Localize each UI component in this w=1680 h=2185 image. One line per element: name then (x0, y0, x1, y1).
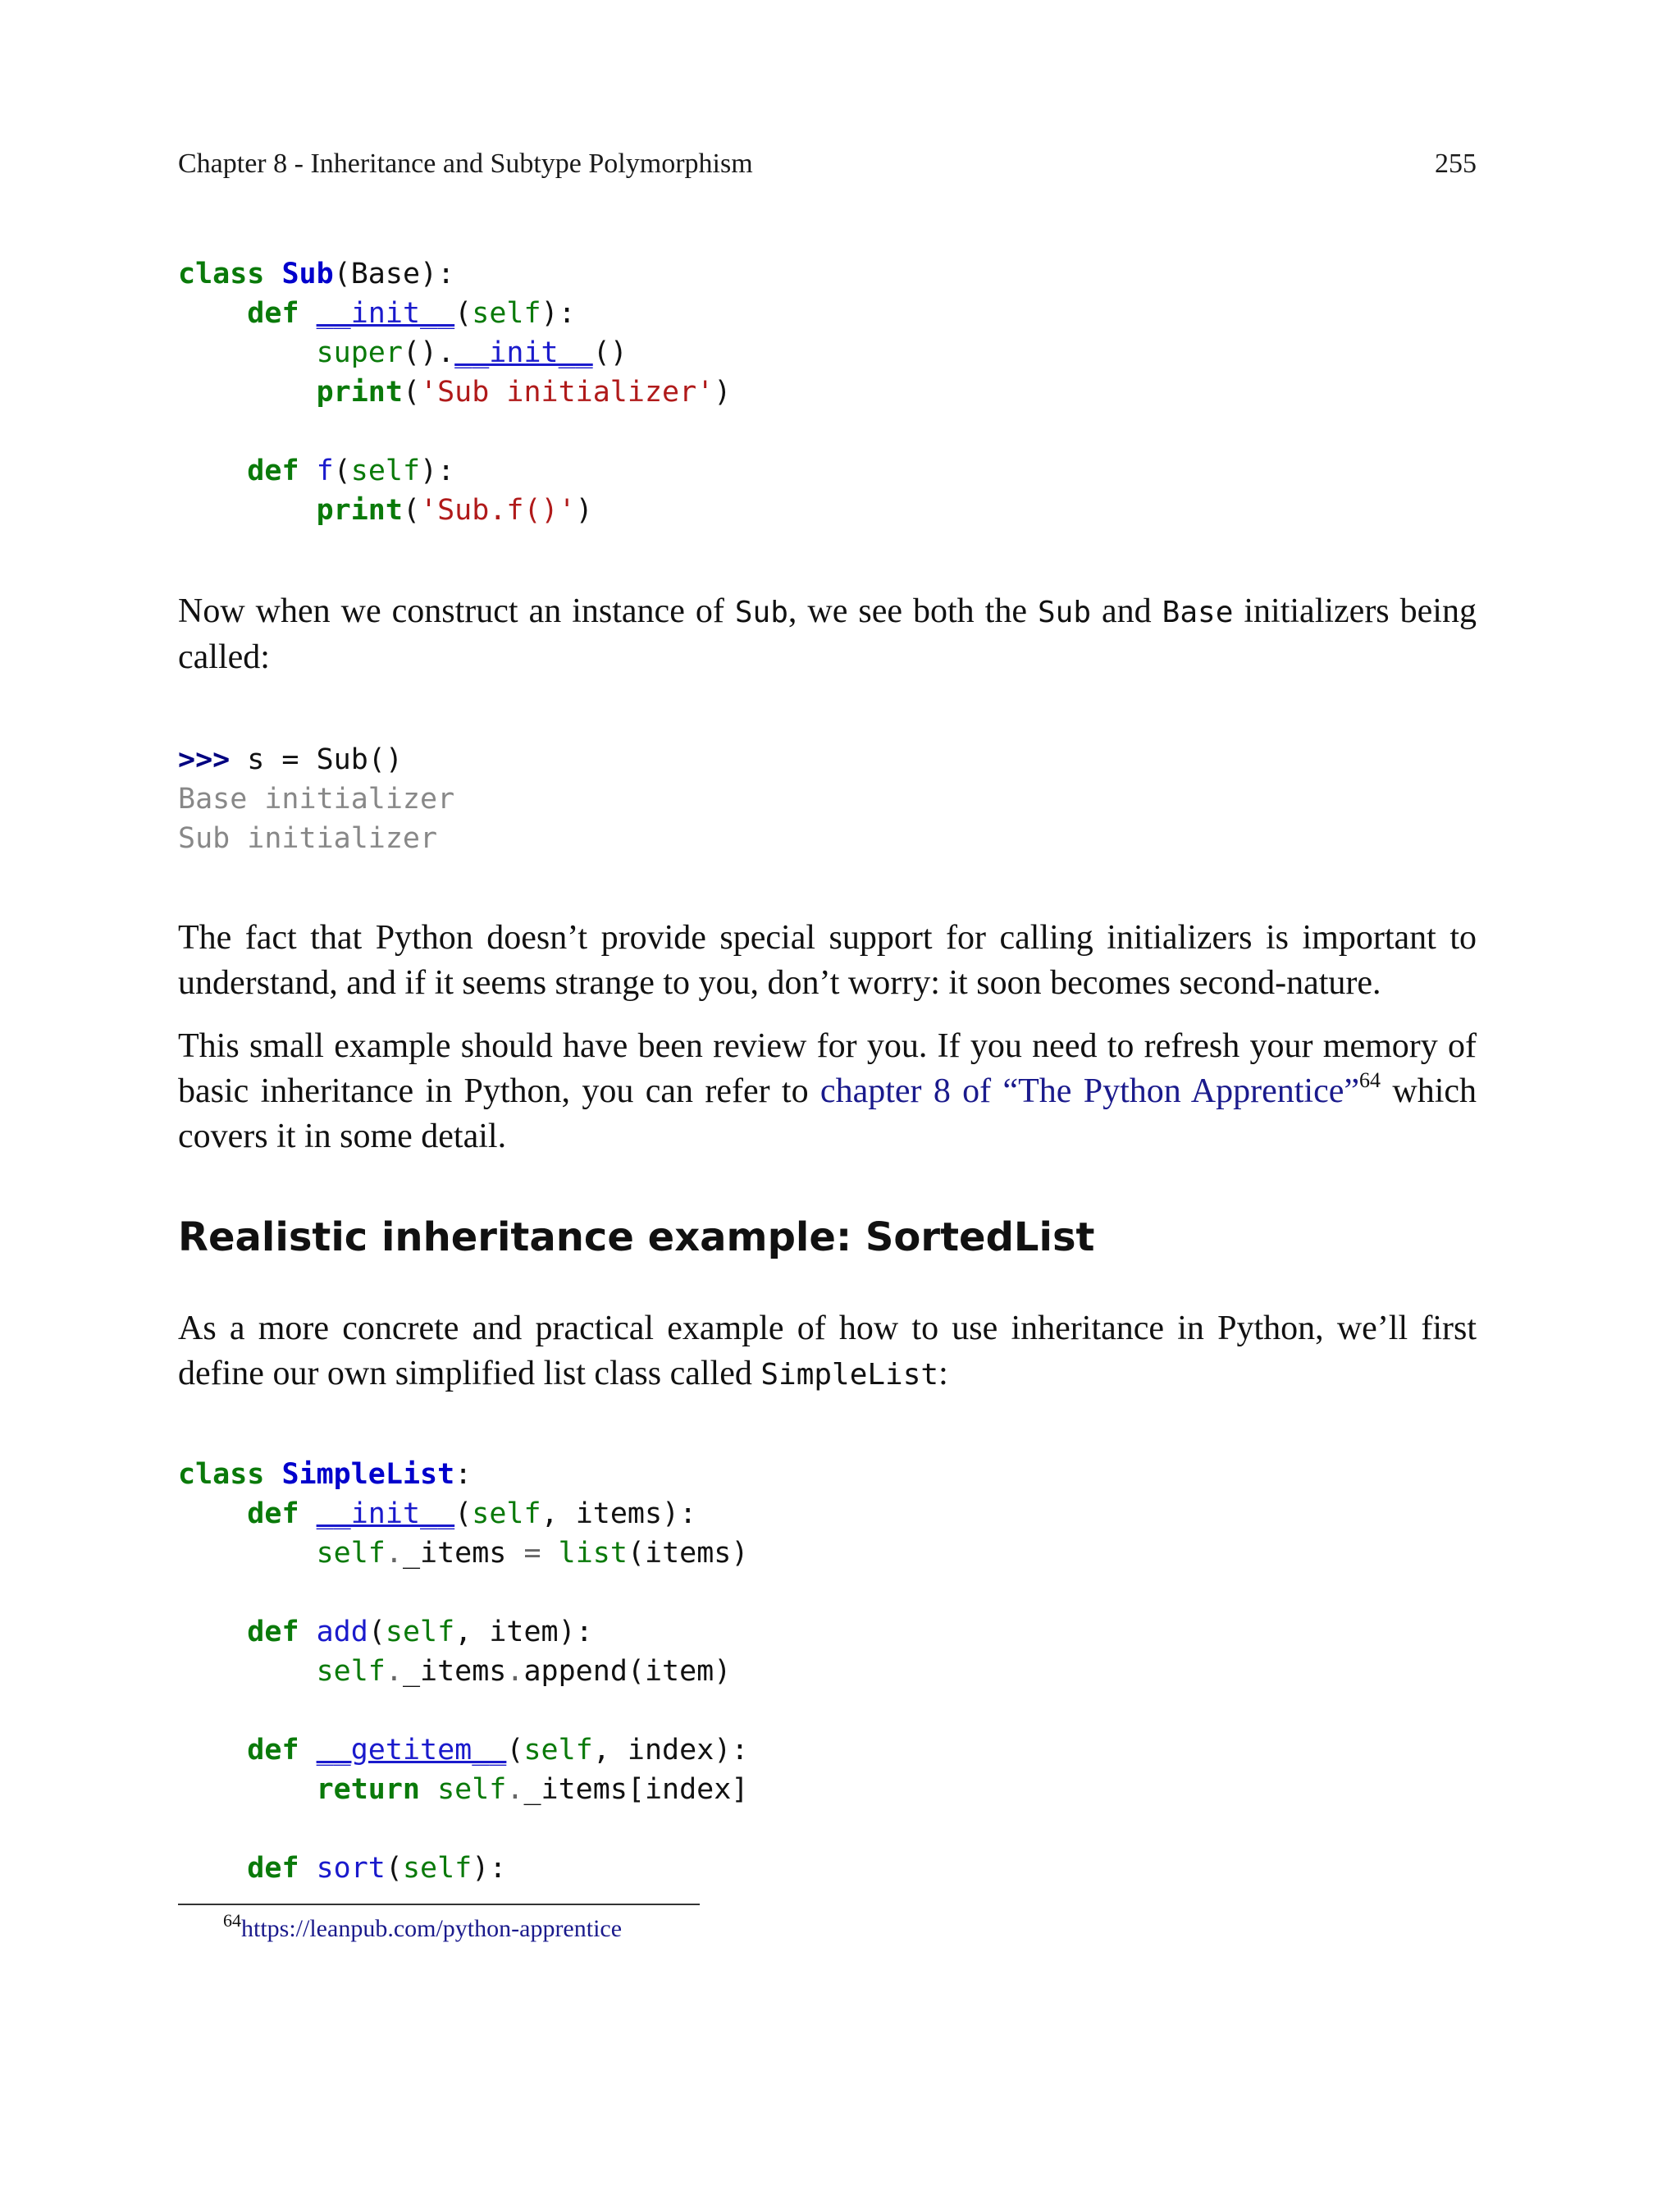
paragraph: This small example should have been review for you. If you need to refresh your memory of basic inheritance in Python, you can refer to chapter 8 of “The Python Apprentice”$^{64}$ which covers it in some detail. (178, 1027, 1477, 1155)
page-number: 255 (1435, 149, 1477, 179)
code-block-sub-class (178, 254, 731, 530)
footnote-link[interactable]: https://leanpub.com/python-apprentice (241, 1915, 623, 1942)
chapter-title: Chapter 8 - Inheritance and Subtype Polymorphism (178, 149, 753, 179)
code-block-repl (178, 740, 454, 858)
section-heading: Realistic inheritance example: SortedList (178, 1214, 1095, 1260)
code-line: return self._items[index] (316, 1773, 749, 1806)
code-line: def sort(self): (247, 1852, 507, 1885)
footnote (223, 1910, 623, 1945)
code-line: def f(self): (247, 455, 455, 487)
code-block-simplelist (178, 1455, 748, 1888)
code-line: def __init__(self): (247, 297, 576, 330)
code-line: def __getitem__(self, index): (247, 1734, 749, 1767)
code-line: def __init__(self, items): (247, 1497, 697, 1530)
repl-output-line: Sub initializer (178, 822, 438, 855)
repl-input-line: >>> s = Sub() (178, 743, 403, 776)
paragraph: Now when we construct an instance of Sub, we see both the Sub and Base initializers being called: (178, 592, 1477, 676)
paragraph: The fact that Python doesn’t provide special support for calling initializers is important to understand, and if it seems strange to you, don’t worry: it soon becomes second-nature. (178, 919, 1477, 1002)
code-line: self._items.append(item) (316, 1655, 732, 1688)
chapter-link[interactable]: chapter 8 of “The Python Apprentice” (819, 1072, 1360, 1110)
code-line: print('Sub initializer') (316, 376, 732, 409)
code-line: class SimpleList: (178, 1458, 472, 1491)
code-line: class Sub(Base): (178, 258, 455, 290)
footnote-ref[interactable]: 64 (1359, 1068, 1381, 1092)
code-line: print('Sub.f()') (316, 494, 593, 527)
code-line: super().__init__() (316, 336, 628, 369)
code-line: self._items = list(items) (316, 1537, 749, 1570)
footnote-number: 64 (223, 1910, 241, 1931)
footnote-divider (178, 1904, 700, 1905)
code-line: def add(self, item): (247, 1616, 593, 1648)
paragraph: As a more concrete and practical example of how to use inheritance in Python, we’ll first define our own simplified list class called SimpleList: (178, 1310, 1477, 1392)
repl-output-line: Base initializer (178, 783, 455, 816)
running-header (178, 146, 1477, 182)
